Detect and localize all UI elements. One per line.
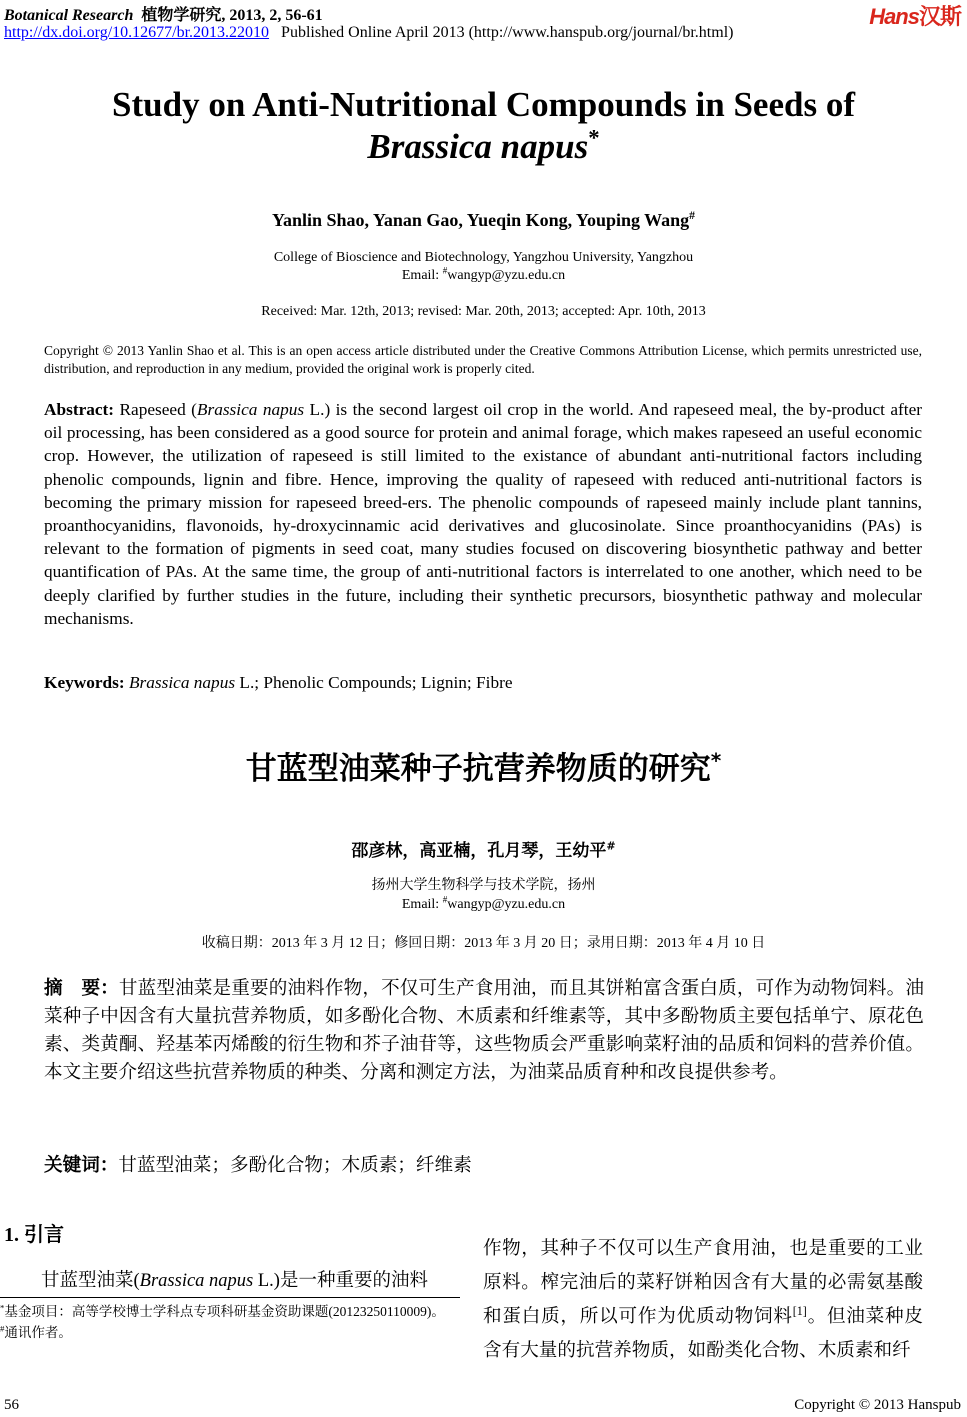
chinese-title: 甘蓝型油菜种子抗营养物质的研究* bbox=[245, 748, 722, 787]
footnotes: *基金项目：高等学校博士学科点专项科研基金资助课题(20123250110009)。 #通讯作者。 bbox=[0, 1302, 445, 1340]
body-left-column: 甘蓝型油菜(Brassica napus L.)是一种重要的油料 bbox=[41, 1271, 428, 1291]
body-right-column: 作物，其种子不仅可以生产食用油，也是重要的工业原料。榨完油后的菜籽饼粕因含有大量的必需氨基酸和蛋白质，所以可作为优质动物饲料[1]。但油菜种皮含有大量的抗营养物质，如酚类化合物、木质素和纤 bbox=[483, 1238, 923, 1361]
journal-name: Botanical Research 植物学研究, 2013, 2, 56-61 bbox=[4, 7, 323, 24]
english-authors: Yanlin Shao, Yanan Gao, Yueqin Kong, Youping Wang# bbox=[271, 209, 696, 230]
footnote-divider bbox=[0, 1297, 460, 1298]
section-heading: 1. 引言 bbox=[4, 1224, 64, 1246]
english-keywords: Keywords: Brassica napus L.; Phenolic Compounds; Lignin; Fibre bbox=[44, 673, 513, 692]
page-number: 56 bbox=[4, 1397, 19, 1413]
english-abstract: Abstract: Rapeseed (Brassica napus L.) is the second largest oil crop in the world. And rapeseed meal, the by-product after oil processing, has been considered as a good source for protein and animal forage, which makes rapeseed an useful economic crop. However, the utilization of rapeseed is still limited to the existance of abundant anti-nutritional factors including phenolic compounds, lignin and fibre. Hence, improving the quality of rapeseed with reduced anti-nutritional factors is becoming the primary mission for rapeseed breed-ers. The phenolic compounds of rapeseed mainly include plant tannins, proanthocyanidins, flavonoids, hy-droxycinnamic acid derivatives and glucosinolate. Since proanthocyanidins (PAs) is relevant to the formation of pigments in seed coat, many studies focused on discovering biosynthetic pathway and better quantification of PAs. At the same time, the group of anti-nutritional factors is interrelated to one another, which need to be deeply clarified by further studies in the future, including their synthetic precursors, biosynthetic pathway and molecular mechanisms. bbox=[44, 400, 922, 628]
english-affiliation: College of Bioscience and Biotechnology, Yangzhou University, Yangzhou Email: #wangyp@yzu.edu.cn bbox=[273, 250, 694, 283]
doi-link[interactable]: http://dx.doi.org/10.12677/br.2013.22010 bbox=[4, 24, 270, 41]
copyright-notice: Copyright © 2013 Yanlin Shao et al. This is an open access article distributed under the Creative Commons Attribution License, which permits unrestricted use, distribution, and reproduction in any medium, provided the original work is properly cited. bbox=[44, 343, 922, 376]
english-title: Study on Anti-Nutritional Compounds in Seeds of Brassica napus* bbox=[112, 85, 855, 166]
hans-logo: Hans汉斯 bbox=[869, 4, 961, 29]
chinese-keywords: 关键词：甘蓝型油菜；多酚化合物；木质素；纤维素 bbox=[44, 1155, 472, 1176]
chinese-authors: 邵彦林，高亚楠，孔月琴，王幼平# bbox=[351, 839, 616, 861]
chinese-abstract: 摘 要：甘蓝型油菜是重要的油料作物，不仅可生产食用油，而且其饼粕富含蛋白质，可作为动物饲料。油菜种子中因含有大量抗营养物质，如多酚化合物、木质素和纤维素等，其中多酚物质主要包括单宁、原花色素、类黄酮、羟基苯丙烯酸的衍生物和芥子油苷等，这些物质会严重影响菜籽油的品质和饲料的营养价值。本文主要介绍这些抗营养物质的种类、分离和测定方法，为油菜品质育种和改良提供参考。 bbox=[44, 978, 924, 1083]
chinese-dates: 收稿日期：2013 年 3 月 12 日；修回日期：2013 年 3 月 20 日；录用日期：2013 年 4 月 10 日 bbox=[201, 936, 766, 951]
email: wangyp@yzu.edu.cn bbox=[447, 268, 566, 283]
citation-link[interactable]: [1] bbox=[792, 1303, 807, 1318]
doi-line: http://dx.doi.org/10.12677/br.2013.22010 Published Online April 2013 (http://www.hanspub.org/journal/br.html) bbox=[4, 24, 734, 41]
chinese-affiliation: 扬州大学生物科学与技术学院，扬州 Email: #wangyp@yzu.edu.cn bbox=[371, 878, 596, 912]
english-dates: Received: Mar. 12th, 2013; revised: Mar. 20th, 2013; accepted: Apr. 10th, 2013 bbox=[261, 304, 706, 319]
footer-copyright: Copyright © 2013 Hanspub bbox=[794, 1397, 961, 1413]
